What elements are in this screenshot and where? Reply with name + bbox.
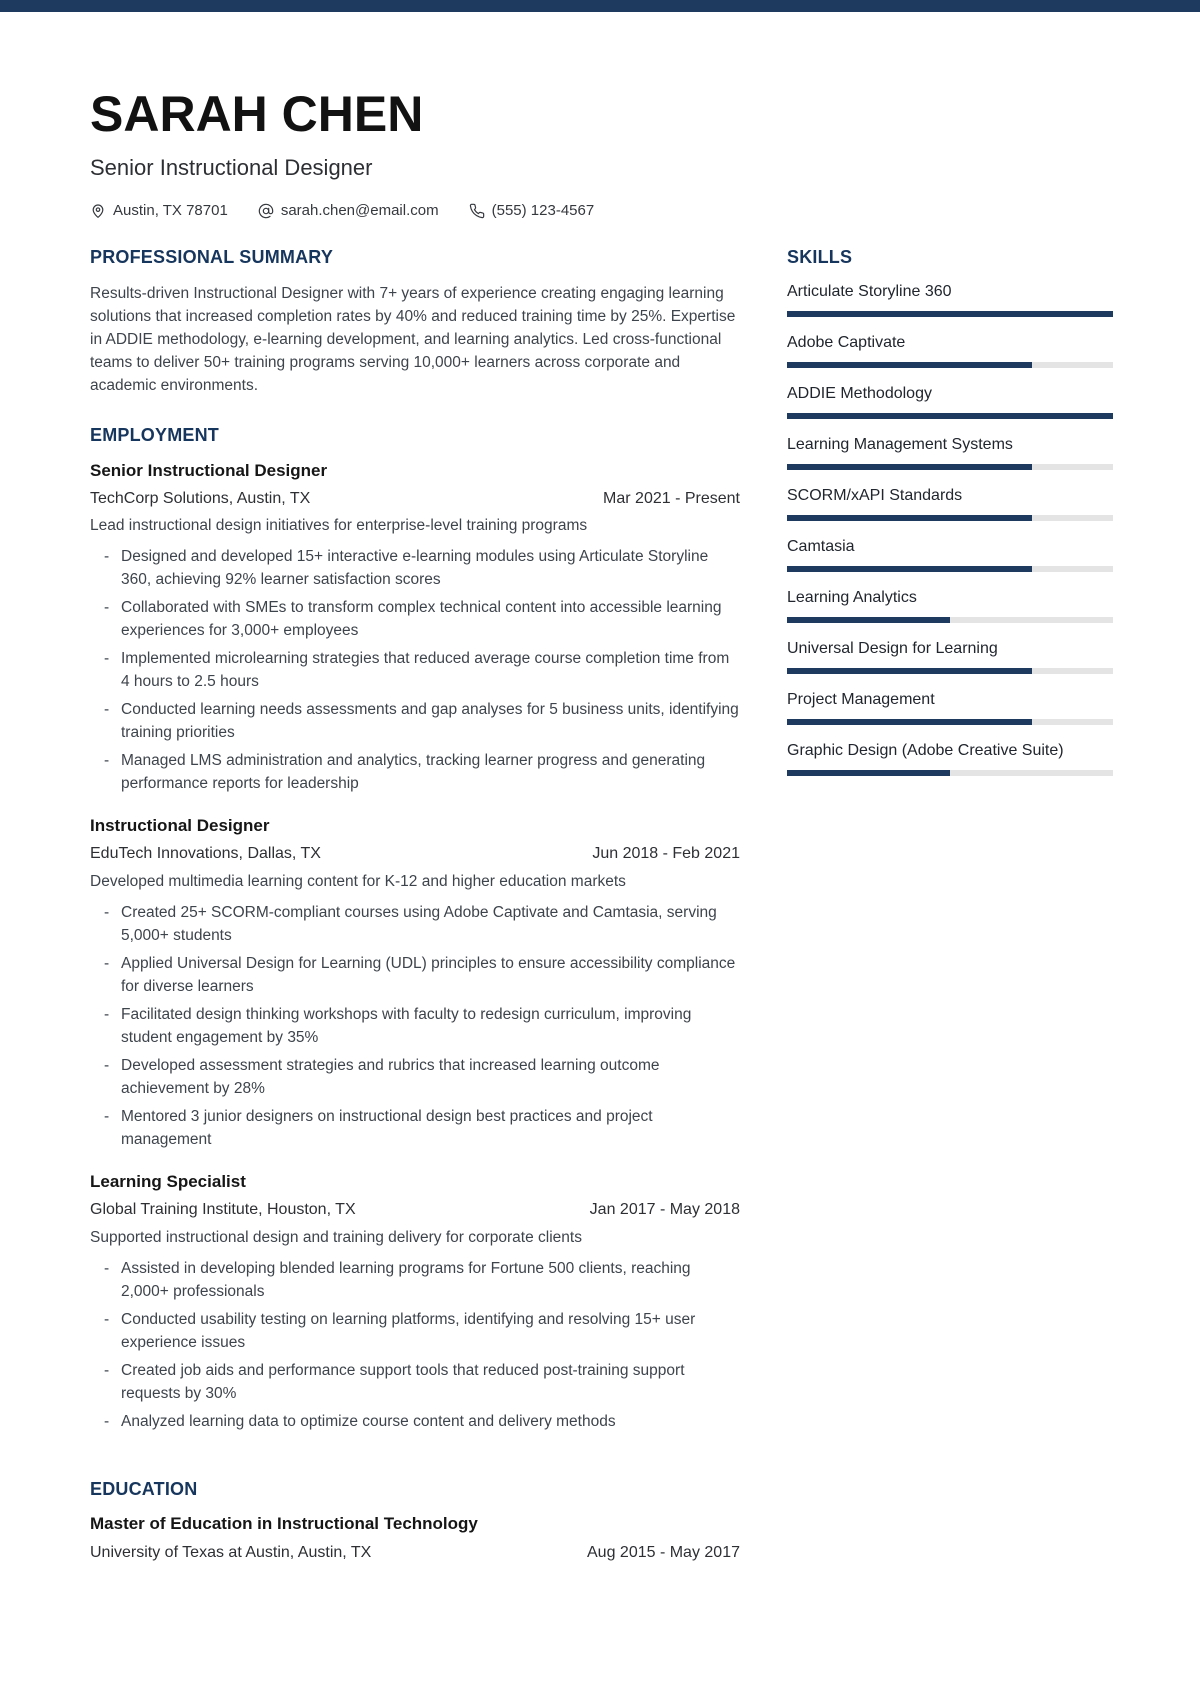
job-dates: Mar 2021 - Present [603, 489, 740, 507]
education-heading: EDUCATION [90, 1478, 198, 1499]
main-column [90, 247, 740, 1569]
section-skills [787, 247, 1113, 776]
skill-label: SCORM/xAPI Standards [787, 486, 963, 504]
job-entry [90, 1171, 740, 1433]
skill-bar-track [787, 719, 1113, 725]
job-bullet: - Implemented microlearning strategies that reduced average course completion time from 4 hours to 2.5 hours [104, 647, 740, 693]
job-bullets [90, 1257, 740, 1433]
skill-item [787, 384, 1113, 419]
education-dates: Aug 2015 - May 2017 [587, 1544, 740, 1562]
job-company: TechCorp Solutions, Austin, TX [90, 489, 311, 507]
contact-location-text: Austin, TX 78701 [113, 202, 228, 220]
top-accent-bar [0, 0, 1200, 12]
contact-phone [469, 202, 595, 219]
skill-bar-fill [787, 362, 1032, 368]
skill-label: Learning Management Systems [787, 435, 1013, 453]
skill-item [787, 588, 1113, 623]
skill-item [787, 639, 1113, 674]
skills-list [787, 282, 1113, 776]
job-entry [90, 460, 740, 796]
phone-icon [469, 203, 485, 219]
job-bullet: - Designed and developed 15+ interactive e-learning modules using Articulate Storyline 360, achieving 92% learner satisfaction scores [104, 545, 740, 591]
job-company: Global Training Institute, Houston, TX [90, 1201, 356, 1219]
job-dates: Jun 2018 - Feb 2021 [592, 845, 740, 863]
skill-label: Graphic Design (Adobe Creative Suite) [787, 741, 1064, 759]
contact-row [90, 202, 1113, 219]
resume-header [90, 86, 1113, 219]
jobs-list [90, 460, 740, 1433]
skill-item [787, 690, 1113, 725]
skill-item [787, 486, 1113, 521]
skill-bar-fill [787, 566, 1032, 572]
skill-label: Camtasia [787, 537, 855, 555]
job-summary: Lead instructional design initiatives for enterprise-level training programs [90, 517, 588, 535]
job-bullet: - Collaborated with SMEs to transform complex technical content into accessible learning experiences for 3,000+ employees [104, 596, 740, 642]
job-bullet: - Developed assessment strategies and rubrics that increased learning outcome achievement by 28% [104, 1054, 740, 1100]
employment-heading: EMPLOYMENT [90, 424, 220, 445]
person-job-title: Senior Instructional Designer [90, 155, 373, 180]
sidebar-column [787, 247, 1113, 1569]
location-pin-icon [90, 203, 106, 219]
education-degree: Master of Education in Instructional Technology [90, 1514, 478, 1534]
job-dates: Jan 2017 - May 2018 [589, 1201, 740, 1219]
job-entry [90, 815, 740, 1151]
skill-bar-fill [787, 515, 1032, 521]
skill-bar-track [787, 311, 1113, 317]
job-meta-row [90, 488, 740, 510]
resume-page [0, 86, 1200, 1569]
summary-heading: PROFESSIONAL SUMMARY [90, 247, 334, 268]
job-bullet: - Conducted learning needs assessments and gap analyses for 5 business units, identifying training priorities [104, 698, 740, 744]
skill-label: Learning Analytics [787, 588, 917, 606]
contact-phone-text: (555) 123-4567 [491, 202, 595, 220]
job-bullet: - Created 25+ SCORM-compliant courses using Adobe Captivate and Camtasia, serving 5,000+ students [104, 901, 740, 947]
skill-label: Universal Design for Learning [787, 639, 998, 657]
skill-item [787, 333, 1113, 368]
section-professional-summary [90, 247, 740, 397]
skill-bar-track [787, 515, 1113, 521]
skill-bar-track [787, 413, 1113, 419]
skill-label: Project Management [787, 690, 935, 708]
skill-item [787, 435, 1113, 470]
skill-label: Articulate Storyline 360 [787, 282, 952, 300]
contact-email-text: sarah.chen@email.com [280, 202, 439, 220]
skill-label: ADDIE Methodology [787, 384, 932, 402]
job-meta-row [90, 843, 740, 865]
person-name: SARAH CHEN [90, 86, 424, 142]
skill-bar-track [787, 668, 1113, 674]
skill-bar-track [787, 362, 1113, 368]
skill-item [787, 282, 1113, 317]
skill-bar-fill [787, 311, 1113, 317]
job-bullet: - Applied Universal Design for Learning (UDL) principles to ensure accessibility compliance for diverse learners [104, 952, 740, 998]
job-title: Learning Specialist [90, 1171, 246, 1191]
job-bullet: - Created job aids and performance support tools that reduced post-training support requests by 30% [104, 1359, 740, 1405]
education-meta-row [90, 1542, 740, 1564]
job-bullet: - Mentored 3 junior designers on instructional design best practices and project management [104, 1105, 740, 1151]
contact-location [90, 202, 228, 219]
job-bullets [90, 545, 740, 795]
skill-bar-fill [787, 668, 1032, 674]
job-bullets [90, 901, 740, 1151]
summary-text: Results-driven Instructional Designer with 7+ years of experience creating engaging learning solutions that increased completion rates by 40% and reduced training time by 25%. Expertise in ADDIE methodology, e-learning development, and learning analytics. Led cross-functional teams to deliver 50+ training programs serving 10,000+ learners across corporate and academic environments. [90, 284, 736, 394]
job-title: Instructional Designer [90, 816, 270, 836]
skill-bar-track [787, 464, 1113, 470]
job-company: EduTech Innovations, Dallas, TX [90, 845, 321, 863]
job-summary: Developed multimedia learning content for K-12 and higher education markets [90, 872, 626, 890]
skills-heading: SKILLS [787, 247, 853, 268]
skill-item [787, 537, 1113, 572]
skill-label: Adobe Captivate [787, 333, 906, 351]
skill-bar-track [787, 617, 1113, 623]
skill-item [787, 741, 1113, 776]
skill-bar-fill [787, 413, 1113, 419]
skill-bar-fill [787, 770, 950, 776]
education-school: University of Texas at Austin, Austin, TX [90, 1544, 372, 1562]
job-bullet: - Assisted in developing blended learning programs for Fortune 500 clients, reaching 2,000+ professionals [104, 1257, 740, 1303]
at-sign-icon [258, 203, 274, 219]
job-bullet: - Facilitated design thinking workshops with faculty to redesign curriculum, improving student engagement by 35% [104, 1003, 740, 1049]
skill-bar-track [787, 566, 1113, 572]
contact-email [258, 202, 439, 219]
skill-bar-fill [787, 617, 950, 623]
job-meta-row [90, 1199, 740, 1221]
skill-bar-fill [787, 464, 1032, 470]
resume-body [90, 247, 1113, 1569]
skill-bar-track [787, 770, 1113, 776]
section-employment [90, 425, 740, 1433]
job-summary: Supported instructional design and training delivery for corporate clients [90, 1228, 582, 1246]
job-bullet: - Managed LMS administration and analytics, tracking learner progress and generating performance reports for leadership [104, 749, 740, 795]
section-education [90, 1479, 740, 1564]
job-title: Senior Instructional Designer [90, 460, 328, 480]
skill-bar-fill [787, 719, 1032, 725]
job-bullet: - Analyzed learning data to optimize course content and delivery methods [104, 1410, 740, 1433]
job-bullet: - Conducted usability testing on learning platforms, identifying and resolving 15+ user experience issues [104, 1308, 740, 1354]
